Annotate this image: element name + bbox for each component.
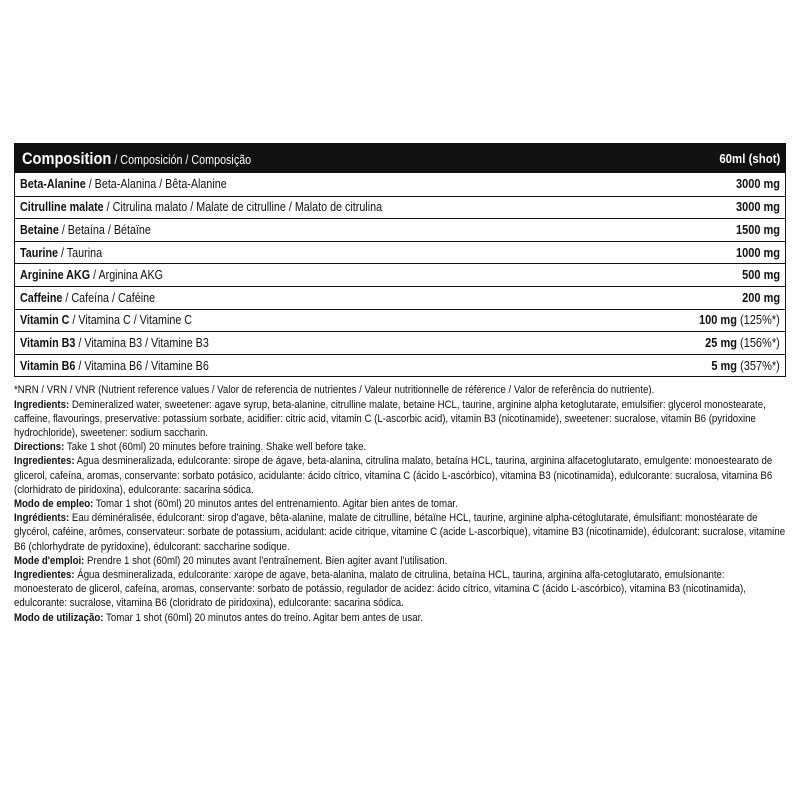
ingredient-amount [736,200,780,214]
amount-value: 1500 mg [735,222,780,237]
ingredient-amount [736,223,780,237]
paragraph-label: Ingredientes: [14,568,75,581]
ingredient-translations: / Vitamina B3 / Vitamine B3 [75,335,209,350]
label-paragraph [14,497,786,511]
amount-value: 500 mg [742,268,780,283]
ingredient-name [20,291,155,305]
ingredient-name [20,268,163,282]
ingredient-amount [736,177,780,191]
ingredient-amount [742,268,780,282]
paragraph-text: Tomar 1 shot (60ml) 20 minutos antes del entrenamiento. Agitar bien antes de tomar. [93,497,458,510]
composition-title-main: Composition [22,148,112,168]
composition-row [15,173,785,196]
paragraph-label: Modo de empleo: [14,497,94,510]
paragraph-text: Prendre 1 shot (60ml) 20 minutes avant l'entraînement. Bien agiter avant l'utilisation. [84,554,448,567]
paragraph-text: Agua desmineralizada, edulcorante: sirope de ágave, beta-alanina, citrulina malato, betaína HCL, taurina, arginina alfacetoglutarato, emulgente: monoestearato de glicerol, cafeína, aromas, conservante: sorbato potásico, acidulante: ácido cítrico, vitamina C (ácido L-ascórbico), vitamina B3 (nicotinamida), edulcorante: sucralosa, vitamina B6 (clorhidrato de piridoxina), edulcorante: sacarina sódica. [14,455,773,496]
serving-unit: 60ml (shot) [718,151,780,166]
footnote: *NRN / VRN / VNR (Nutrient reference values / Valor de referencia de nutrientes / Valeur nutritionnelle de référence / Valor de referência do nutriente). [14,384,655,397]
composition-header [15,144,785,173]
label-paragraph [14,611,786,625]
composition-title-translations: / Composición / Composição [111,152,252,167]
nrv-percent: (125%*) [737,313,780,328]
label-paragraph [14,398,786,441]
composition-row [15,241,785,264]
paragraph-label: Directions: [14,441,65,454]
label-paragraph [14,511,786,554]
amount-value: 100 mg [699,313,738,328]
ingredient-name-en: Citrulline malate [20,200,104,215]
composition-row [15,331,785,354]
paragraph-label: Ingredients: [14,398,70,411]
paragraph-text: Eau déminéralisée, édulcorant: sirop d'agave, bêta-alanine, malate de citrulline, bétaïne HCL, taurine, arginine alpha-cétoglutarate, émulsifiant: monostéarate de glycérol, caféine, arômes, conservateur: sorbate de potassium, acidulant: acide citrique, vitamine C (acide L-ascorbique), vitamine B3 (nicotinamide), édulcorant: sucralose, vitamine B6 (chlorhydrate de pyridoxine), édulcorant: saccharine sodique. [14,512,786,553]
ingredient-name [20,177,227,191]
paragraph-text: Tomar 1 shot (60ml) 20 minutos antes do treino. Agitar bem antes de usar. [103,611,423,624]
composition-row [15,218,785,241]
paragraph-text: Demineralized water, sweetener: agave syrup, beta-alanine, citrulline malate, betaine HCL, taurine, arginine alpha ketoglutarate, emulsifier: glycerol monostearate, caffeine, flavourings, preservative: potassium sorbate, acidifier: citric acid, vitamin C (L-ascorbic acid), vitamin B3 (nicotinamide), sweetener: sucralose, vitamin B6 (pyridoxine hydrochloride), sweetener: sodium saccharin. [14,398,766,439]
ingredient-amount [712,359,780,373]
label-paragraph [14,440,786,454]
ingredient-name-en: Betaine [20,222,59,237]
amount-value: 3000 mg [735,177,780,192]
nrv-percent: (156%*) [737,335,780,350]
paragraph-label: Mode d'emploi: [14,554,85,567]
ingredient-name [20,313,192,327]
ingredient-name [20,246,102,260]
ingredient-translations: / Vitamina B6 / Vitamine B6 [75,358,209,373]
amount-value: 25 mg [705,335,738,350]
ingredient-translations: / Taurina [58,245,103,260]
composition-title [22,149,251,169]
ingredient-name [20,336,209,350]
ingredient-name-en: Beta-Alanine [20,177,86,192]
ingredient-translations: / Citrulina malato / Malate de citrulline / Malato de citrulina [103,200,383,215]
label-paragraph [14,554,786,568]
paragraph-label: Ingredientes: [14,455,75,468]
ingredient-name-en: Arginine AKG [20,268,91,283]
ingredient-translations: / Betaína / Bétaïne [58,222,151,237]
amount-value: 1000 mg [735,245,780,260]
ingredient-name-en: Caffeine [20,290,63,305]
ingredient-amount [705,336,780,350]
amount-value: 3000 mg [735,200,780,215]
label-text [14,383,786,624]
paragraph-label: Modo de utilização: [14,611,104,624]
ingredient-amount [742,291,780,305]
composition-table [14,143,786,377]
ingredient-name-en: Vitamin B3 [20,335,76,350]
ingredient-translations: / Beta-Alanina / Bêta-Alanine [85,177,227,192]
amount-value: 5 mg [711,358,738,373]
ingredient-name [20,223,151,237]
ingredient-name [20,359,209,373]
composition-rows [15,173,785,376]
ingredient-amount [736,246,780,260]
nrv-percent: (357%*) [737,358,780,373]
ingredient-translations: / Arginina AKG [90,268,163,283]
label-paragraph [14,568,786,611]
composition-row [15,354,785,377]
paragraph-text: Take 1 shot (60ml) 20 minutes before training. Shake well before take. [64,441,367,454]
amount-value: 200 mg [742,290,780,305]
composition-row [15,196,785,219]
ingredient-name-en: Taurine [20,245,59,260]
paragraph-label: Ingrédients: [14,512,70,525]
paragraphs [14,398,786,625]
ingredient-amount [699,313,780,327]
label-paragraph [14,454,786,497]
composition-row [15,309,785,332]
paragraph-text: Água desmineralizada, edulcorante: xarope de agave, beta-alanina, malato de citrulina, betaína HCL, taurina, arginina alfa-cetoglutarato, emulsionante: monoesterato de glicerol, cafeína, aromas, conservante: sorbato de potássio, regulador de acidez: ácido cítrico, vitamina C (ácido L-ascórbico), vitamina B3 (nicotinamida), edulcorante: sucralose, vitamina B6 (cloridrato de piridoxina), edulcorante: sacarina sódica. [14,568,746,610]
ingredient-translations: / Cafeína / Caféine [62,290,156,305]
composition-row [15,286,785,309]
composition-row [15,263,785,286]
ingredient-name-en: Vitamin B6 [20,358,76,373]
nutrition-label [14,143,786,625]
ingredient-name-en: Vitamin C [20,313,70,328]
ingredient-name [20,200,382,214]
ingredient-translations: / Vitamina C / Vitamine C [69,313,193,328]
